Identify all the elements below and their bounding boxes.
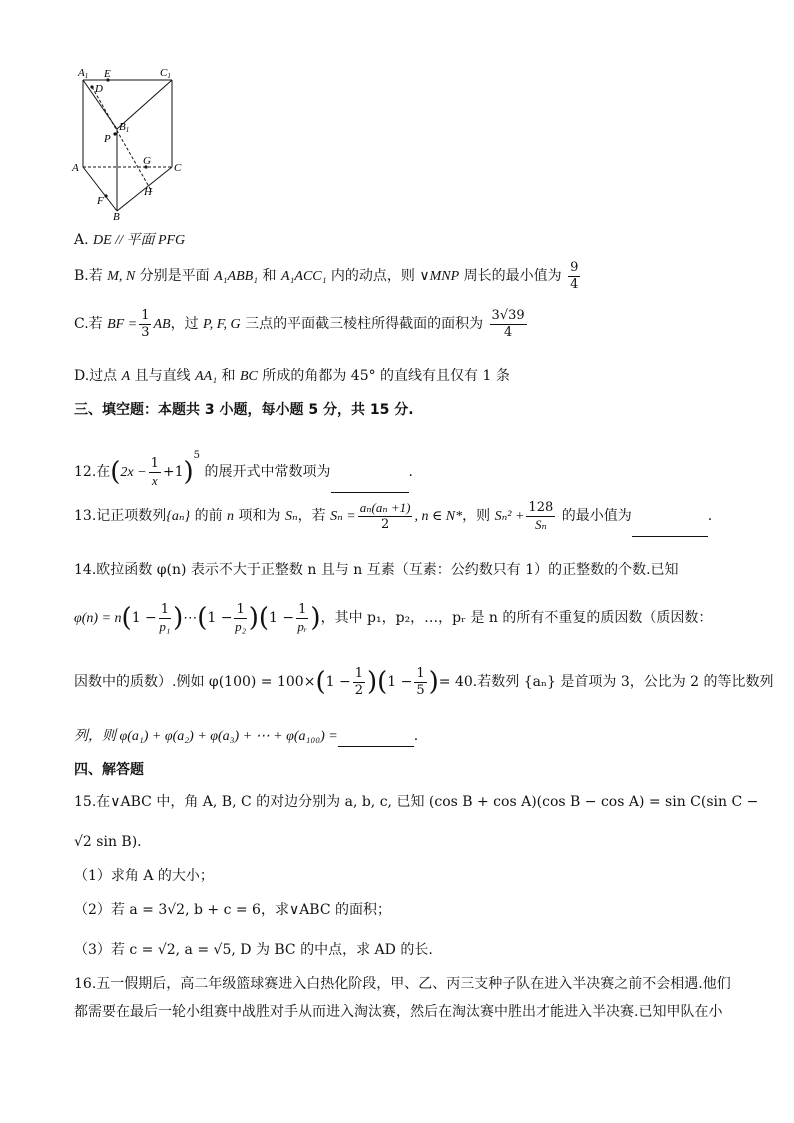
question-12: 12.在(2x − $\frac{1}{x}$ +1)$^5$ 的展开式中常数项为 . [74,436,413,493]
question-14-line2: φ(n) = n(1 − $\frac{1}{\text{p₁}}$ )⋯(1 − $\frac{1}{\text{p₂}}$ )(1 − $\frac{1}{\text{pᵣ}}$ )，其中 p₁，p₂，…，pᵣ 是 n 的所有不重复的质因数（质因数： [74,601,713,634]
question-15-part1: （1）求角 A 的大小； [74,868,214,884]
question-14-line1: 14.欧拉函数 φ(n) 表示不大于正整数 n 且与 n 互素（互素：公约数只有 1）的正整数的个数.已知 [74,562,679,578]
label-b1: B1 [119,121,130,134]
section-title-solutions: 四、解答题 [74,762,144,778]
label-e: E [104,68,111,80]
label-g: G [143,155,151,167]
question-15-part2: （2）若 a = 3√2, b + c = 6，求∨ABC 的面积； [74,902,392,918]
label-c1: C1 [160,67,171,80]
question-15-part3: （3）若 c = √2, a = √5, D 为 BC 的中点，求 AD 的长. [74,942,433,958]
question-15-line2: √2 sin B). [74,834,142,850]
option-a: A. DE // 平面 PFG [74,232,186,248]
option-c: C.若 BF = $\frac{1}{3}$ AB，过 P, F, G 三点的平面截三棱柱所得截面的面积为 $\frac{3√39}{4}$ [74,307,525,340]
option-d: D.过点 A 且与直线 AA₁ 和 BC 所成的角都为 45° 的直线有且仅有 1 条 [74,368,510,384]
label-p: P [104,133,111,145]
answer-blank[interactable] [331,492,409,493]
question-15-line1: 15.在∨ABC 中，角 A, B, C 的对边分别为 a, b, c, 已知 (cos B + cos A)(cos B − cos A) = sin C(sin C − [74,794,759,810]
label-h: H [144,186,152,198]
label-a: A [72,162,79,174]
label-c: C [174,162,182,174]
section-title-fill-in: 三、填空题：本题共 3 小题，每小题 5 分，共 15 分. [74,402,414,418]
question-14-line3: 因数中的质数）.例如 φ(100) = 100×(1 − $\frac{1}{2}$ )(1 − $\frac{1}{5}$ )= 40.若数列 {aₙ} 是首项为 3，公比为 2 的等比数列 [74,665,774,698]
option-b: B.若 M, N 分别是平面 A₁ABB₁ 和 A₁ACC₁ 内的动点，则 ∨MNP 周长的最小值为 $\frac{9}{4}$ [74,259,579,292]
label-d: D [95,83,103,95]
label-f: F [97,195,104,207]
question-14-line4: 列，则 φ(a₁) + φ(a₂) + φ(a₃) + ⋯ + φ(a₁₀₀) = . [74,726,418,747]
question-16-line1: 16.五一假期后，高二年级篮球赛进入白热化阶段，甲、乙、丙三支种子队在进入半决赛之前不会相遇.他们 [74,976,731,992]
question-16-line2: 都需要在最后一轮小组赛中战胜对手从而进入淘汰赛，然后在淘汰赛中胜出才能进入半决赛.已知甲队在小 [74,1004,723,1020]
label-a1: A1 [78,67,89,80]
prism-figure [68,64,198,224]
answer-blank[interactable] [338,746,414,747]
answer-blank[interactable] [632,536,708,537]
label-b: B [113,211,120,223]
fraction: $\frac{9}{4}$ [570,259,579,292]
question-13: 13.记正项数列{aₙ} 的前 n 项和为 Sₙ，若 Sₙ = $\frac{\text{aₙ(aₙ +1)}}{2}$ , n ∈ N*，则 Sₙ² + $\frac{128}{\text{Sₙ}}$ 的最小值为 . [74,496,712,537]
